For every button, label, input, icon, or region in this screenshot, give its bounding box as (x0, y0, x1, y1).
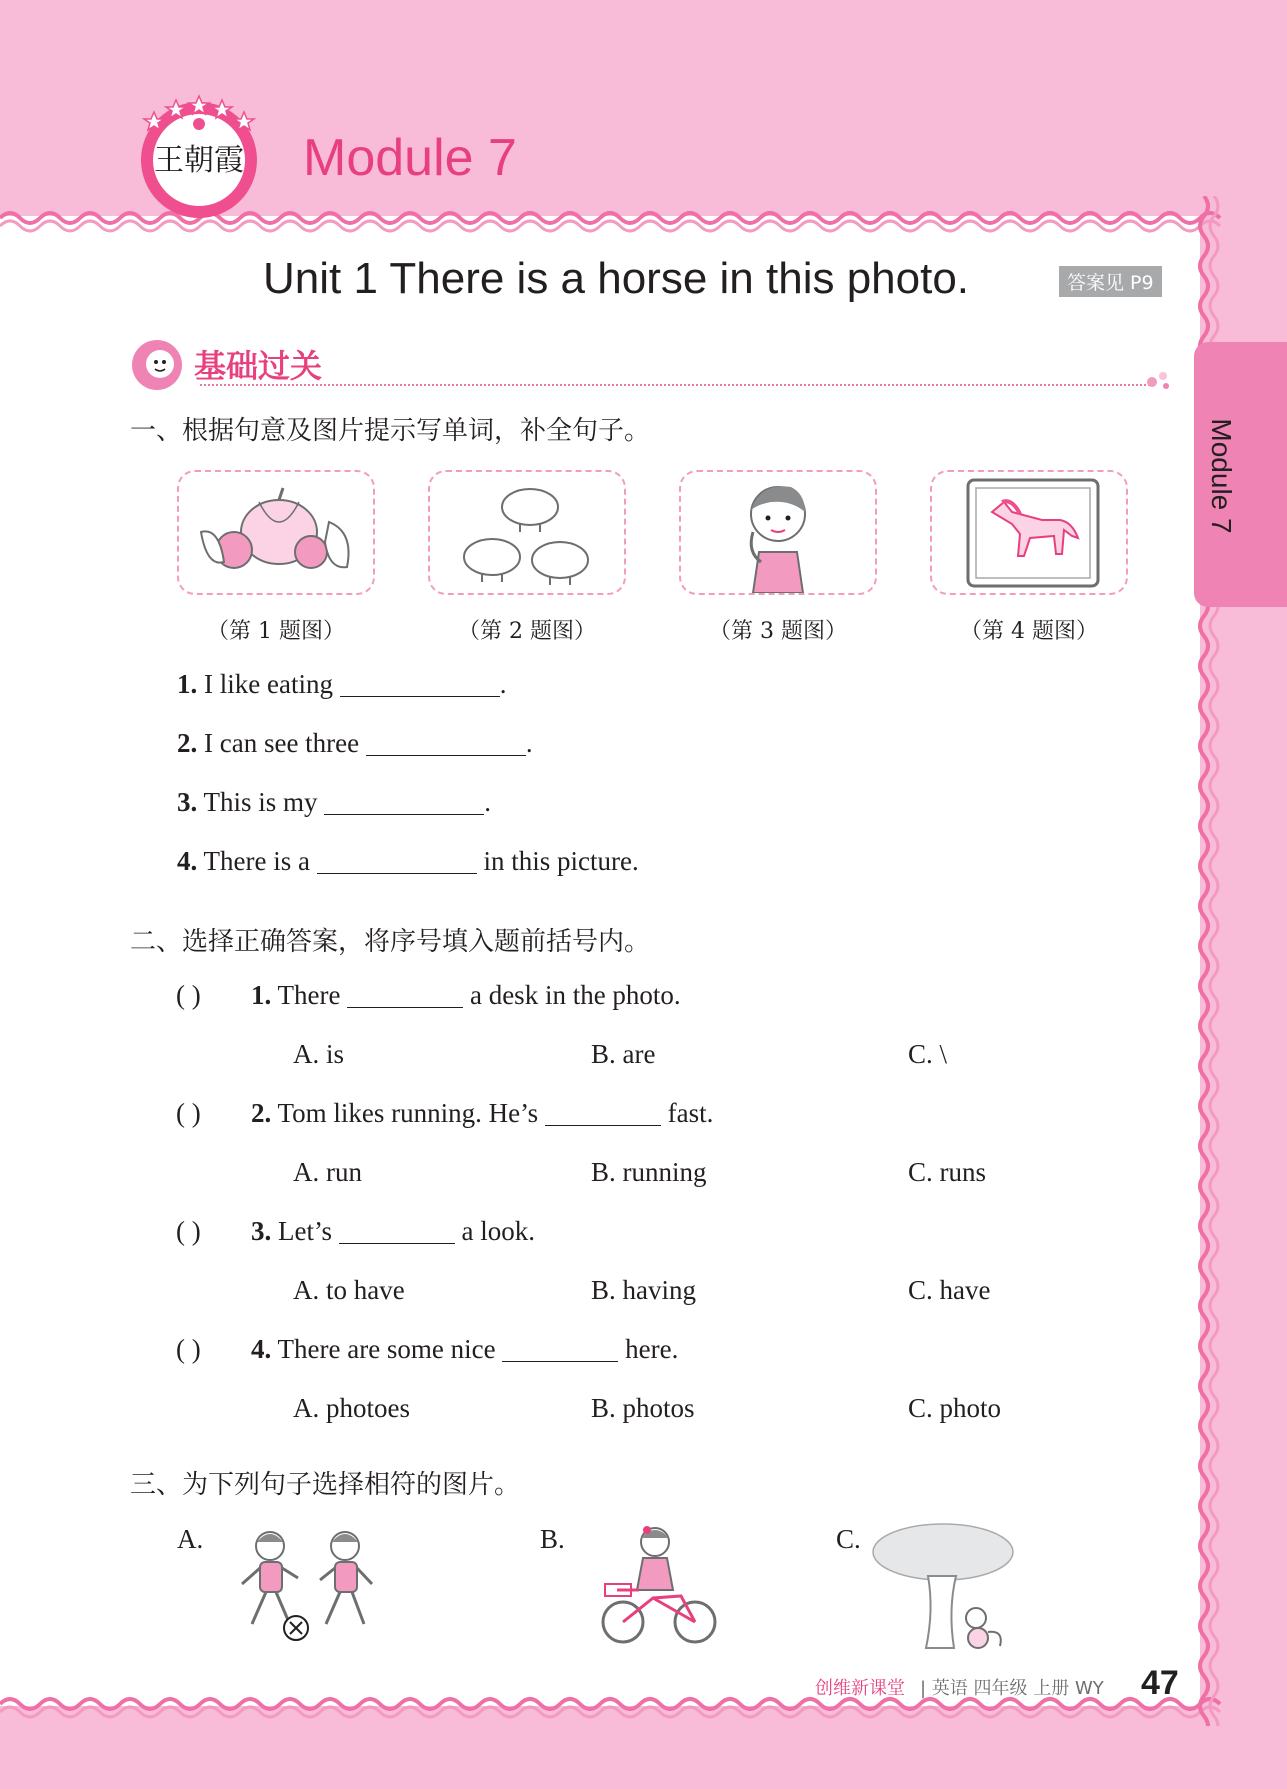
mc-option: A. is (293, 1039, 345, 1069)
part3-heading: 三、为下列句子选择相符的图片。 (130, 1470, 521, 1500)
mc-option: C. \ (908, 1039, 948, 1069)
part1-heading: 一、根据句意及图片提示写单词，补全句子。 (130, 416, 651, 446)
answer-blank[interactable] (340, 670, 500, 697)
answer-blank (347, 981, 463, 1008)
brand-logo (136, 94, 262, 220)
answer-blank[interactable] (317, 847, 477, 874)
mc-option: B. photos (591, 1393, 695, 1423)
svg-text:王朝霞: 王朝霞 (154, 143, 244, 178)
picture-caption-4: （第 4 题图） (960, 619, 1098, 644)
mc-option: C. photo (908, 1393, 1002, 1423)
mc-option: C. have (908, 1275, 991, 1305)
mc-option: A. to have (293, 1275, 405, 1305)
monkey-tree-icon (868, 1520, 1018, 1650)
mc-question-3: 3. Let’s a look. (251, 1216, 535, 1246)
fill-item-1: 1. I like eating . (177, 669, 507, 699)
picture-box-1 (177, 470, 375, 595)
answer-paren-3[interactable]: ( ) (176, 1216, 201, 1246)
answer-blank (502, 1335, 618, 1362)
boy-face-icon (681, 472, 875, 593)
section-title: 基础过关 (194, 347, 323, 385)
mc-option: A. photoes (293, 1393, 410, 1423)
part2-heading: 二、选择正确答案，将序号填入题前括号内。 (130, 927, 651, 957)
answer-blank (545, 1099, 661, 1126)
boys-playing-football-icon (230, 1524, 390, 1644)
answer-reference-badge: 答案见 P9 (1059, 266, 1162, 297)
fill-item-3: 3. This is my . (177, 787, 492, 817)
girl-riding-bike-icon (595, 1520, 725, 1650)
sheep-icon (430, 472, 624, 593)
page-number: 47 (1141, 1664, 1179, 1702)
picture-box-3 (679, 470, 877, 595)
answer-paren-1[interactable]: ( ) (176, 980, 201, 1010)
horse-photo-icon (932, 472, 1126, 593)
answer-blank[interactable] (366, 729, 526, 756)
picture-caption-2: （第 2 题图） (458, 619, 596, 644)
decorative-dots-icon (1146, 368, 1172, 392)
picture-caption-1: （第 1 题图） (207, 619, 345, 644)
mc-option: B. running (591, 1157, 707, 1187)
mc-question-1: 1. There a desk in the photo. (251, 980, 681, 1010)
picture-box-4 (930, 470, 1128, 595)
image-label-c: C. (836, 1524, 861, 1554)
fill-item-2: 2. I can see three . (177, 728, 533, 758)
mc-option: B. are (591, 1039, 656, 1069)
footer-book-info: | 英语 四年级 上册 WY (920, 1678, 1104, 1699)
image-label-a: A. (177, 1524, 204, 1554)
unit-title: Unit 1 There is a horse in this photo. (263, 254, 970, 303)
answer-blank[interactable] (324, 788, 484, 815)
answer-paren-4[interactable]: ( ) (176, 1334, 201, 1364)
mc-option: A. run (293, 1157, 362, 1187)
footer-brand: 创维新课堂 (815, 1678, 905, 1699)
mc-question-2: 2. Tom likes running. He’s fast. (251, 1098, 714, 1128)
image-label-b: B. (540, 1524, 565, 1554)
answer-paren-2[interactable]: ( ) (176, 1098, 201, 1128)
mc-option: C. runs (908, 1157, 987, 1187)
picture-box-2 (428, 470, 626, 595)
vegetables-icon (179, 472, 373, 593)
mc-option: B. having (591, 1275, 696, 1305)
student-badge-icon (130, 338, 184, 392)
module-title: Module 7 (303, 129, 517, 187)
mc-question-4: 4. There are some nice here. (251, 1334, 679, 1364)
module-side-tab-label: Module 7 (1206, 418, 1237, 534)
section-divider (200, 384, 1150, 386)
fill-item-4: 4. There is a in this picture. (177, 846, 639, 876)
answer-blank (339, 1217, 455, 1244)
picture-caption-3: （第 3 题图） (709, 619, 847, 644)
